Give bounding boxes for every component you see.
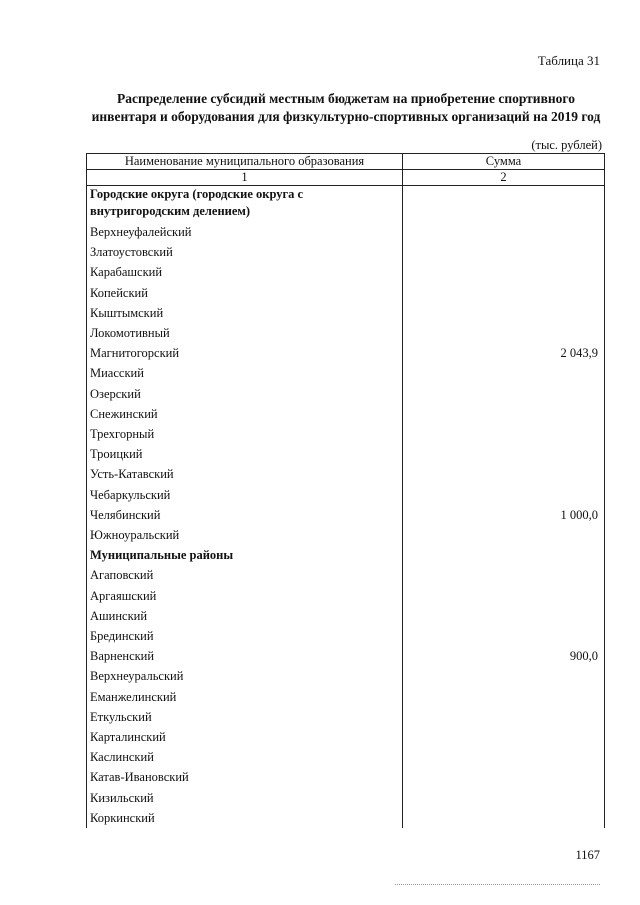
subsidy-amount	[403, 485, 605, 505]
municipality-name: Городские округа (городские округа с внутригородским делением)	[87, 186, 403, 223]
municipality-name: Карталинский	[87, 727, 403, 747]
municipality-name: Верхнеуральский	[87, 666, 403, 686]
subsidy-amount	[403, 384, 605, 404]
municipality-name: Копейский	[87, 283, 403, 303]
municipality-name: Чебаркульский	[87, 485, 403, 505]
subsidy-amount	[403, 687, 605, 707]
subsidy-amount	[403, 303, 605, 323]
table-row	[87, 626, 605, 646]
municipality-name: Карабашский	[87, 262, 403, 282]
table-row	[87, 424, 605, 444]
subsidy-amount	[403, 424, 605, 444]
table-row	[87, 262, 605, 282]
municipality-name: Варненский	[87, 646, 403, 666]
table-title: Распределение субсидий местным бюджетам на приобретение спортивного инвентаря и оборудования для физкультурно-спортивных организаций на 2019 год	[91, 91, 601, 124]
municipality-name: Миасский	[87, 363, 403, 383]
municipality-name: Златоустовский	[87, 242, 403, 262]
subsidy-amount	[403, 666, 605, 686]
column-number-1: 1	[87, 170, 403, 186]
table-row	[87, 242, 605, 262]
table-row	[87, 808, 605, 828]
subsidy-amount	[403, 788, 605, 808]
municipality-name: Коркинский	[87, 808, 403, 828]
table-row	[87, 303, 605, 323]
municipality-name: Локомотивный	[87, 323, 403, 343]
table-row	[87, 323, 605, 343]
table-row	[87, 707, 605, 727]
municipality-name: Аргаяшский	[87, 586, 403, 606]
table-body	[87, 186, 605, 829]
header-row	[87, 154, 605, 170]
subsidy-amount	[403, 707, 605, 727]
municipality-name: Еткульский	[87, 707, 403, 727]
footer-divider	[395, 884, 600, 885]
column-number-row	[87, 170, 605, 186]
subsidy-amount	[403, 323, 605, 343]
municipality-name: Агаповский	[87, 565, 403, 585]
municipality-name: Кыштымский	[87, 303, 403, 323]
municipality-name: Трехгорный	[87, 424, 403, 444]
table-row	[87, 464, 605, 484]
table-row	[87, 788, 605, 808]
municipality-name: Брединский	[87, 626, 403, 646]
municipality-name: Троицкий	[87, 444, 403, 464]
table-row	[87, 505, 605, 525]
municipality-name: Верхнеуфалейский	[87, 222, 403, 242]
table-row	[87, 727, 605, 747]
municipality-name: Еманжелинский	[87, 687, 403, 707]
table-row	[87, 222, 605, 242]
subsidy-amount: 2 043,9	[403, 343, 605, 363]
municipality-name: Кизильский	[87, 788, 403, 808]
municipality-name: Озерский	[87, 384, 403, 404]
column-header-sum: Сумма	[403, 154, 605, 170]
table-row	[87, 404, 605, 424]
subsidy-amount: 1 000,0	[403, 505, 605, 525]
column-header-name: Наименование муниципального образования	[87, 154, 403, 170]
subsidy-amount	[403, 586, 605, 606]
section-row	[87, 545, 605, 565]
page-number: 1167	[575, 848, 600, 862]
table-row	[87, 646, 605, 666]
municipality-name: Каслинский	[87, 747, 403, 767]
table-row	[87, 384, 605, 404]
municipality-name: Усть-Катавский	[87, 464, 403, 484]
municipality-name: Снежинский	[87, 404, 403, 424]
municipality-name: Ашинский	[87, 606, 403, 626]
subsidy-amount	[403, 242, 605, 262]
table-row	[87, 767, 605, 787]
subsidy-amount	[403, 545, 605, 565]
table-row	[87, 565, 605, 585]
table-row	[87, 363, 605, 383]
municipality-name: Катав-Ивановский	[87, 767, 403, 787]
municipality-name: Магнитогорский	[87, 343, 403, 363]
table-row	[87, 747, 605, 767]
subsidy-amount	[403, 363, 605, 383]
subsidy-amount	[403, 444, 605, 464]
subsidy-amount	[403, 186, 605, 223]
table-row	[87, 525, 605, 545]
subsidy-amount	[403, 747, 605, 767]
subsidy-amount	[403, 565, 605, 585]
subsidy-amount	[403, 222, 605, 242]
units-label: (тыс. рублей)	[531, 138, 602, 152]
table-row	[87, 586, 605, 606]
subsidy-amount	[403, 283, 605, 303]
subsidy-amount	[403, 525, 605, 545]
table-row	[87, 444, 605, 464]
table-row	[87, 343, 605, 363]
table-number: Таблица 31	[537, 53, 600, 68]
subsidy-amount	[403, 404, 605, 424]
subsidy-amount	[403, 808, 605, 828]
table-row	[87, 666, 605, 686]
subsidy-amount	[403, 606, 605, 626]
municipality-name: Южноуральский	[87, 525, 403, 545]
column-number-2: 2	[403, 170, 605, 186]
subsidy-amount	[403, 626, 605, 646]
table-row	[87, 687, 605, 707]
subsidy-amount	[403, 727, 605, 747]
subsidy-table	[86, 153, 605, 828]
subsidy-amount	[403, 262, 605, 282]
subsidy-amount: 900,0	[403, 646, 605, 666]
subsidy-amount	[403, 464, 605, 484]
subsidy-amount	[403, 767, 605, 787]
table-row	[87, 606, 605, 626]
table-row	[87, 485, 605, 505]
section-row	[87, 186, 605, 223]
municipality-name: Муниципальные районы	[87, 545, 403, 565]
municipality-name: Челябинский	[87, 505, 403, 525]
table-row	[87, 283, 605, 303]
